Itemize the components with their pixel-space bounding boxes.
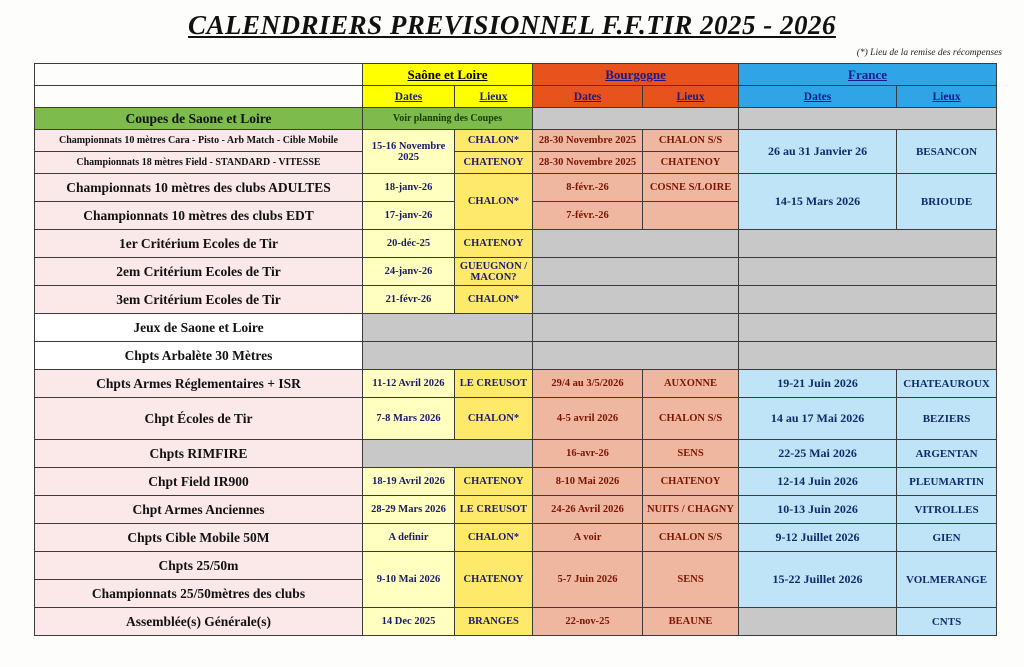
row-france-dates: 26 au 31 Janvier 26: [739, 130, 897, 174]
subheader-france-dates: Dates: [739, 86, 897, 108]
row-label: Chpts 25/50m: [35, 552, 363, 580]
subheader-bourgogne-lieux: Lieux: [643, 86, 739, 108]
table-row: [35, 258, 997, 286]
table-subheader-row: [35, 86, 997, 108]
row-saone-lieux: CHATENOY: [455, 152, 533, 174]
table-row: [35, 552, 997, 580]
row-label: Jeux de Saone et Loire: [35, 314, 363, 342]
row-bourgogne-empty: [533, 258, 739, 286]
row-saone-dates: 18-janv-26: [363, 174, 455, 202]
row-label: Chpts RIMFIRE: [35, 440, 363, 468]
row-bourgogne-lieux: SENS: [643, 440, 739, 468]
row-bourgogne-lieux: CHATENOY: [643, 468, 739, 496]
row-saone-dates: 28-29 Mars 2026: [363, 496, 455, 524]
subheader-saone-lieux: Lieux: [455, 86, 533, 108]
row-france-dates: 10-13 Juin 2026: [739, 496, 897, 524]
row-france-dates-empty: [739, 608, 897, 636]
row-label: Chpts Cible Mobile 50M: [35, 524, 363, 552]
row-label: 2em Critérium Ecoles de Tir: [35, 258, 363, 286]
table-row: [35, 440, 997, 468]
row-bourgogne-dates: 8-10 Mai 2026: [533, 468, 643, 496]
row-france-empty: [739, 230, 997, 258]
row-france-dates: 14-15 Mars 2026: [739, 174, 897, 230]
row-france-lieux: BEZIERS: [897, 398, 997, 440]
row-bourgogne-lieux: CHALON S/S: [643, 130, 739, 152]
table-row: [35, 174, 997, 202]
table-row: [35, 130, 997, 152]
row-bourgogne-empty: [533, 230, 739, 258]
row-france-lieux: BRIOUDE: [897, 174, 997, 230]
row-france-dates: 9-12 Juillet 2026: [739, 524, 897, 552]
row-bourgogne-empty: [533, 286, 739, 314]
row-france-lieux: CNTS: [897, 608, 997, 636]
row-bourgogne-lieux: CHALON S/S: [643, 398, 739, 440]
row-label: Championnats 10 mètres des clubs EDT: [35, 202, 363, 230]
row-france-lieux: GIEN: [897, 524, 997, 552]
row-saone-lieux: BRANGES: [455, 608, 533, 636]
table-row: [35, 608, 997, 636]
row-label: Chpts Arbalète 30 Mètres: [35, 342, 363, 370]
calendar-table: [34, 63, 997, 636]
row-france-empty: [739, 108, 997, 130]
row-saone-lieux: CHALON*: [455, 398, 533, 440]
page-title: CALENDRIERS PREVISIONNEL F.F.TIR 2025 - 2026: [188, 10, 836, 40]
table-row: [35, 230, 997, 258]
row-bourgogne-dates: 22-nov-25: [533, 608, 643, 636]
row-label: Championnats 10 mètres des clubs ADULTES: [35, 174, 363, 202]
row-bourgogne-lieux: BEAUNE: [643, 608, 739, 636]
group-header-france: France: [739, 64, 997, 86]
row-france-lieux: VITROLLES: [897, 496, 997, 524]
row-france-lieux: VOLMERANGE: [897, 552, 997, 608]
row-saone-lieux: GUEUGNON / MACON?: [455, 258, 533, 286]
row-bourgogne-lieux: CHATENOY: [643, 152, 739, 174]
subheader-france-lieux: Lieux: [897, 86, 997, 108]
table-row: [35, 468, 997, 496]
row-saone-dates: 24-janv-26: [363, 258, 455, 286]
row-saone-dates: 11-12 Avril 2026: [363, 370, 455, 398]
row-bourgogne-lieux: CHALON S/S: [643, 524, 739, 552]
subheader-bourgogne-dates: Dates: [533, 86, 643, 108]
row-label: Championnats 10 mètres Cara - Pisto - Arb Match - Cible Mobile: [35, 130, 363, 152]
row-bourgogne-empty: [533, 314, 739, 342]
row-label: Assemblée(s) Générale(s): [35, 608, 363, 636]
row-bourgogne-dates: 28-30 Novembre 2025: [533, 152, 643, 174]
row-saone-dates: 15-16 Novembre 2025: [363, 130, 455, 174]
row-france-empty: [739, 286, 997, 314]
row-france-empty: [739, 314, 997, 342]
footnote-recompenses: (*) Lieu de la remise des récompenses: [856, 48, 1002, 58]
row-saone-dates: 9-10 Mai 2026: [363, 552, 455, 608]
row-bourgogne-dates: 7-févr.-26: [533, 202, 643, 230]
row-bourgogne-lieux: SENS: [643, 552, 739, 608]
row-bourgogne-dates: 16-avr-26: [533, 440, 643, 468]
row-france-empty: [739, 258, 997, 286]
row-france-dates: 12-14 Juin 2026: [739, 468, 897, 496]
row-france-dates: 19-21 Juin 2026: [739, 370, 897, 398]
row-saone-dates: 18-19 Avril 2026: [363, 468, 455, 496]
group-header-saone: Saône et Loire: [363, 64, 533, 86]
row-label: Chpt Écoles de Tir: [35, 398, 363, 440]
row-label: Championnats 18 mètres Field - STANDARD - VITESSE: [35, 152, 363, 174]
row-label: Chpts Armes Réglementaires + ISR: [35, 370, 363, 398]
row-saone-lieux: LE CREUSOT: [455, 370, 533, 398]
table-row: [35, 524, 997, 552]
subheader-saone-dates: Dates: [363, 86, 455, 108]
row-label: 3em Critérium Ecoles de Tir: [35, 286, 363, 314]
row-label: Chpt Armes Anciennes: [35, 496, 363, 524]
row-bourgogne-lieux-empty: [643, 202, 739, 230]
row-bourgogne-dates: 29/4 au 3/5/2026: [533, 370, 643, 398]
row-bourgogne-lieux: AUXONNE: [643, 370, 739, 398]
row-label: Chpt Field IR900: [35, 468, 363, 496]
row-france-lieux: BESANCON: [897, 130, 997, 174]
row-saone-dates: 21-févr-26: [363, 286, 455, 314]
row-saone-dates: 17-janv-26: [363, 202, 455, 230]
row-label: 1er Critérium Ecoles de Tir: [35, 230, 363, 258]
row-label: Coupes de Saone et Loire: [35, 108, 363, 130]
row-saone-empty: [363, 342, 533, 370]
table-row: [35, 286, 997, 314]
table-row: [35, 314, 997, 342]
row-saone-lieux: CHALON*: [455, 286, 533, 314]
row-saone-lieux: CHATENOY: [455, 468, 533, 496]
row-france-lieux: CHATEAUROUX: [897, 370, 997, 398]
row-saone-dates: 7-8 Mars 2026: [363, 398, 455, 440]
row-bourgogne-dates: 4-5 avril 2026: [533, 398, 643, 440]
table-group-header-row: [35, 64, 997, 86]
row-saone-lieux: CHALON*: [455, 524, 533, 552]
table-row: [35, 342, 997, 370]
header-corner-blank: [35, 64, 363, 86]
row-france-empty: [739, 342, 997, 370]
row-bourgogne-dates: 24-26 Avril 2026: [533, 496, 643, 524]
row-saone-lieux: CHATENOY: [455, 552, 533, 608]
row-france-dates: 15-22 Juillet 2026: [739, 552, 897, 608]
row-france-dates: 14 au 17 Mai 2026: [739, 398, 897, 440]
row-saone-lieux: CHATENOY: [455, 230, 533, 258]
group-header-bourgogne: Bourgogne: [533, 64, 739, 86]
row-saone-dates: 14 Dec 2025: [363, 608, 455, 636]
row-saone-lieux: CHALON*: [455, 174, 533, 230]
row-saone-empty: [363, 314, 533, 342]
table-row: [35, 496, 997, 524]
row-bourgogne-dates: 5-7 Juin 2026: [533, 552, 643, 608]
subheader-corner-blank: [35, 86, 363, 108]
row-france-lieux: ARGENTAN: [897, 440, 997, 468]
row-bourgogne-lieux: NUITS / CHAGNY: [643, 496, 739, 524]
table-row: [35, 108, 997, 130]
table-row: [35, 370, 997, 398]
row-saone-lieux: LE CREUSOT: [455, 496, 533, 524]
table-row: [35, 398, 997, 440]
row-bourgogne-empty: [533, 108, 739, 130]
row-saone-dates: A definir: [363, 524, 455, 552]
row-france-dates: 22-25 Mai 2026: [739, 440, 897, 468]
row-bourgogne-dates: 8-févr.-26: [533, 174, 643, 202]
row-france-lieux: PLEUMARTIN: [897, 468, 997, 496]
row-bourgogne-dates: 28-30 Novembre 2025: [533, 130, 643, 152]
row-saone-merged: Voir planning des Coupes: [363, 108, 533, 130]
row-saone-dates: 20-déc-25: [363, 230, 455, 258]
row-label: Championnats 25/50mètres des clubs: [35, 580, 363, 608]
row-saone-lieux: CHALON*: [455, 130, 533, 152]
row-bourgogne-empty: [533, 342, 739, 370]
row-bourgogne-dates: A voir: [533, 524, 643, 552]
row-saone-empty: [363, 440, 533, 468]
row-bourgogne-lieux: COSNE S/LOIRE: [643, 174, 739, 202]
